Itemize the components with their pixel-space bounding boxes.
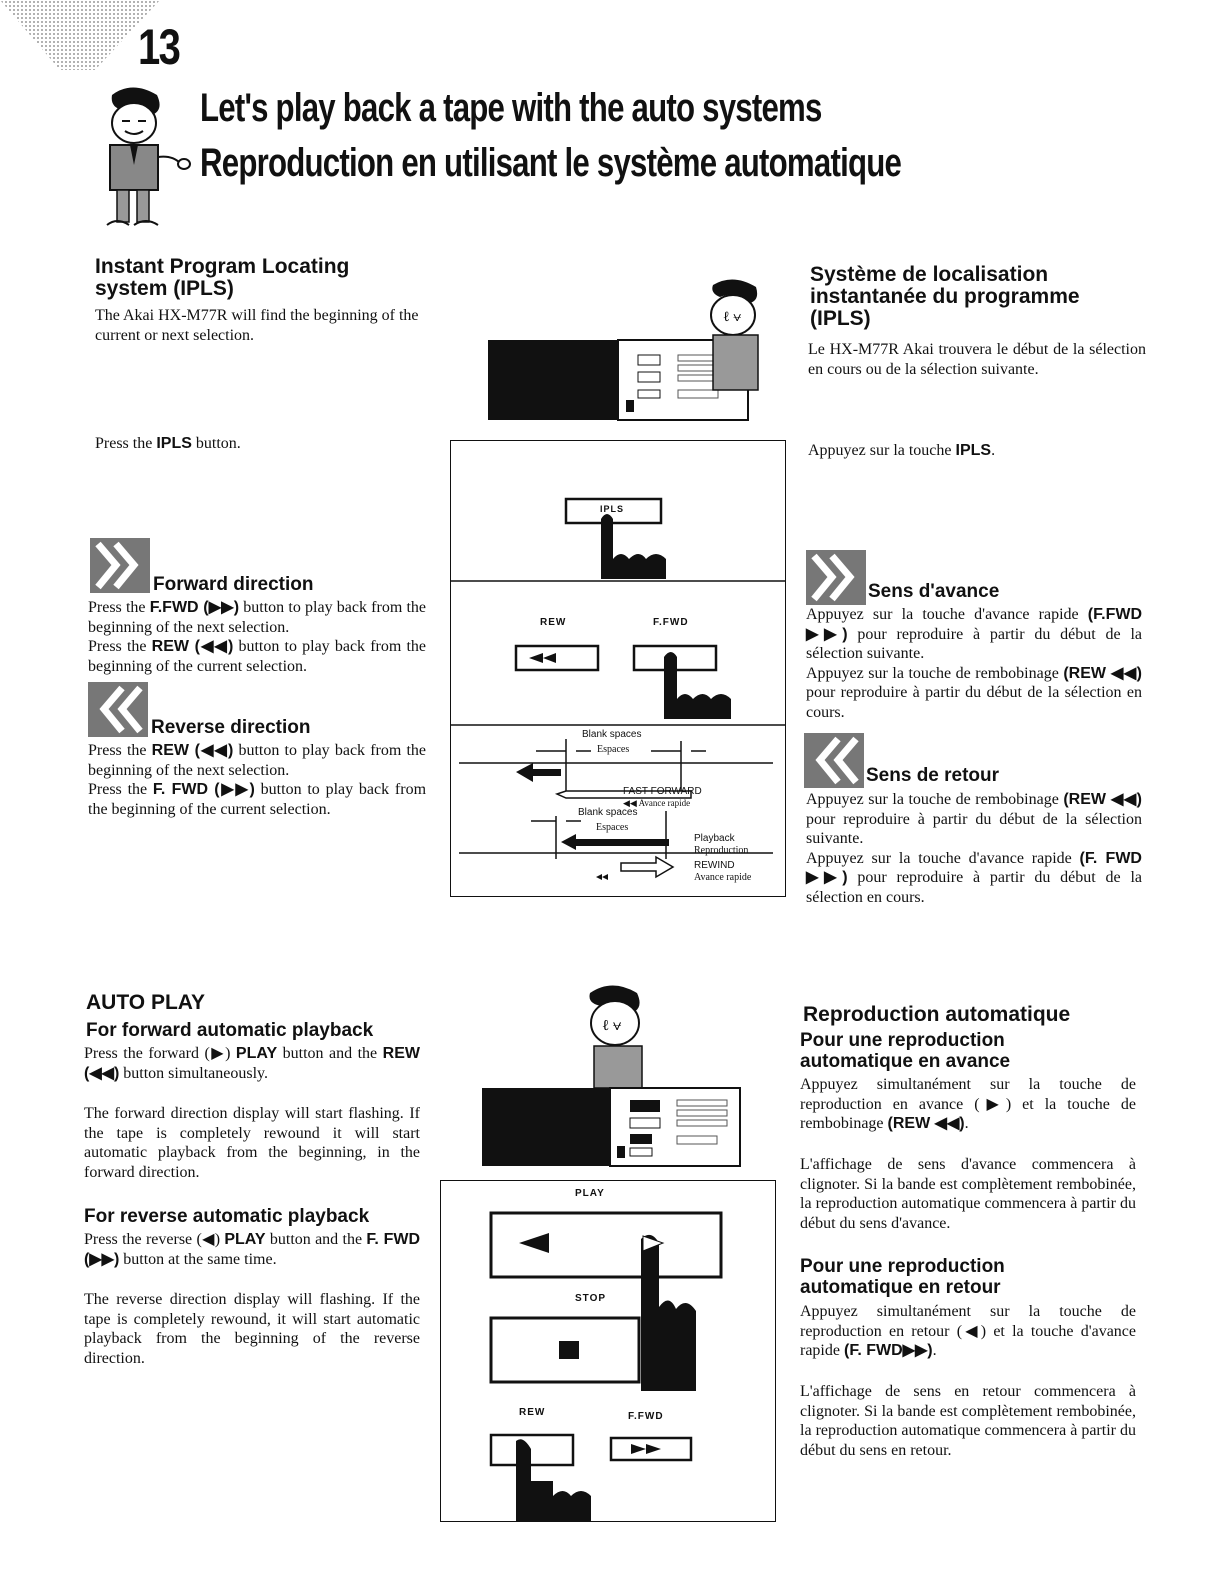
ipls-intro-fr: Le HX-M77R Akai trouvera le début de la sélection en cours ou de la sélection suivante. xyxy=(808,341,1146,378)
autoplay-heading-fr: Reproduction automatique xyxy=(803,1003,1071,1026)
espaces-label: Espaces xyxy=(597,744,630,755)
stop-label: STOP xyxy=(575,1293,607,1304)
fast-forward-label: FAST FORWARD xyxy=(623,786,702,797)
mascot-pointing-icon xyxy=(92,85,197,235)
double-chevron-left-icon-fr xyxy=(804,733,864,788)
cassette-deck-illustration xyxy=(488,275,768,425)
autoplay-rev-text-fr: Appuyez simultanément sur la touche de reproduction en retour (◀) et la touche d'avance rapide (F. FWD▶▶). xyxy=(800,1303,1136,1359)
autoplay-fwd-heading-fr: Pour une reproduction automatique en avance xyxy=(800,1030,1011,1072)
ipls-press-fr: Appuyez sur la touche IPLS. xyxy=(808,442,996,459)
ipls-intro-en: The Akai HX-M77R will find the beginning of the current or next selection. xyxy=(95,307,419,344)
blank-spaces-label: Blank spaces xyxy=(582,729,642,740)
autoplay-fwd-heading-en: For forward automatic playback xyxy=(86,1020,374,1041)
avance-rapide-label-2: Avance rapide xyxy=(694,872,752,883)
ffwd-label-2: F.FWD xyxy=(628,1411,664,1422)
reproduction-label: Reproduction xyxy=(694,845,749,856)
autoplay-rev-heading-fr: Pour une reproduction automatique en retour xyxy=(800,1256,1005,1298)
autoplay-heading-en: AUTO PLAY xyxy=(86,991,206,1014)
forward-heading-en: Forward direction xyxy=(153,574,314,595)
ipls-diagram-box xyxy=(450,440,786,897)
page-number: 13 xyxy=(138,19,180,75)
play-label: PLAY xyxy=(575,1188,605,1199)
double-chevron-left-icon xyxy=(88,682,148,737)
autoplay-fwd-para-en: The forward direction display will start flashing. If the tape is completely rewound it will start automatic playback from the beginning, in the forward direction. xyxy=(84,1105,420,1181)
reverse-text-en: Press the REW (◀◀) button to play back from the beginning of the next selection. Press the F. FWD (▶▶) button to play back from the beginning of the current selection. xyxy=(88,742,427,818)
forward-text-fr: Appuyez sur la touche d'avance rapide (F.FWD ▶▶) pour reproduire à partir du début de la sélection suivante. Appuyez sur la touche de rembobinage (REW ◀◀) pour reproduire à partir du début de la sélection en cours. xyxy=(806,606,1143,721)
autoplay-rev-para-en: The reverse direction display will flashing. If the tape is completely rewound, it will start automatic playback from the beginning of the reverse direction. xyxy=(84,1291,420,1367)
forward-heading-fr: Sens d'avance xyxy=(868,581,1000,602)
reverse-heading-fr: Sens de retour xyxy=(866,765,1000,786)
blank-spaces-label-2: Blank spaces xyxy=(578,807,638,818)
autoplay-rev-para-fr: L'affichage de sens en retour commencera à clignoter. Si la bande est complètement rembobinée, la reproduction automatique commencera à partir du début du sens en retour. xyxy=(800,1383,1136,1459)
ipls-heading-fr: Système de localisation instantanée du programme (IPLS) xyxy=(810,263,1080,330)
autoplay-rev-text-en: Press the reverse (◀) PLAY button and the F. FWD (▶▶) button at the same time. xyxy=(84,1231,420,1268)
title-english: Let's play back a tape with the auto systems xyxy=(200,86,822,130)
reverse-text-fr: Appuyez sur la touche de rembobinage (REW ◀◀) pour reproduire à partir du début de la sélection suivante. Appuyez sur la touche d'avance rapide (F. FWD ▶▶) pour reproduire à partir du début de la sélection en cours. xyxy=(806,791,1143,906)
playback-label: Playback xyxy=(694,833,735,844)
avance-rapide-label: ◀◀ Avance rapide xyxy=(623,798,691,808)
autoplay-rev-heading-en: For reverse automatic playback xyxy=(84,1206,370,1227)
ipls-heading-en: Instant Program Locating system (IPLS) xyxy=(95,255,350,300)
autoplay-fwd-para-fr: L'affichage de sens d'avance commencera à clignoter. Si la bande est complètement rembobinée, la reproduction automatique commencera à partir du début du sens d'avance. xyxy=(800,1156,1136,1232)
double-chevron-right-icon-fr xyxy=(806,550,866,605)
cassette-deck-mascot-illustration xyxy=(482,978,752,1173)
svg-text:ℓ ⩝: ℓ ⩝ xyxy=(602,1018,622,1034)
autoplay-diagram-box xyxy=(440,1180,776,1522)
reverse-heading-en: Reverse direction xyxy=(151,717,311,738)
corner-shade xyxy=(0,0,160,70)
double-chevron-right-icon xyxy=(90,538,150,593)
ipls-key-label: IPLS xyxy=(600,504,625,514)
rew-label-2: REW xyxy=(519,1407,546,1418)
svg-text:ℓ ⩝: ℓ ⩝ xyxy=(723,310,742,325)
autoplay-fwd-text-fr: Appuyez simultanément sur la touche de reproduction en avance (▶) et la touche de rembobinage (REW ◀◀). xyxy=(800,1076,1136,1132)
forward-text-en: Press the F.FWD (▶▶) button to play back from the beginning of the next selection. Press the REW (◀◀) button to play back from the beginning of the current selection. xyxy=(88,599,427,675)
rew-label: REW xyxy=(540,617,567,628)
title-french: Reproduction en utilisant le système automatique xyxy=(200,141,902,185)
autoplay-fwd-text-en: Press the forward (▶) PLAY button and the REW (◀◀) button simultaneously. xyxy=(84,1045,420,1082)
rewind-label: REWIND xyxy=(694,860,735,871)
ffwd-label: F.FWD xyxy=(653,617,689,628)
ipls-press-en: Press the IPLS button. xyxy=(95,435,241,452)
espaces-label-2: Espaces xyxy=(596,822,629,833)
